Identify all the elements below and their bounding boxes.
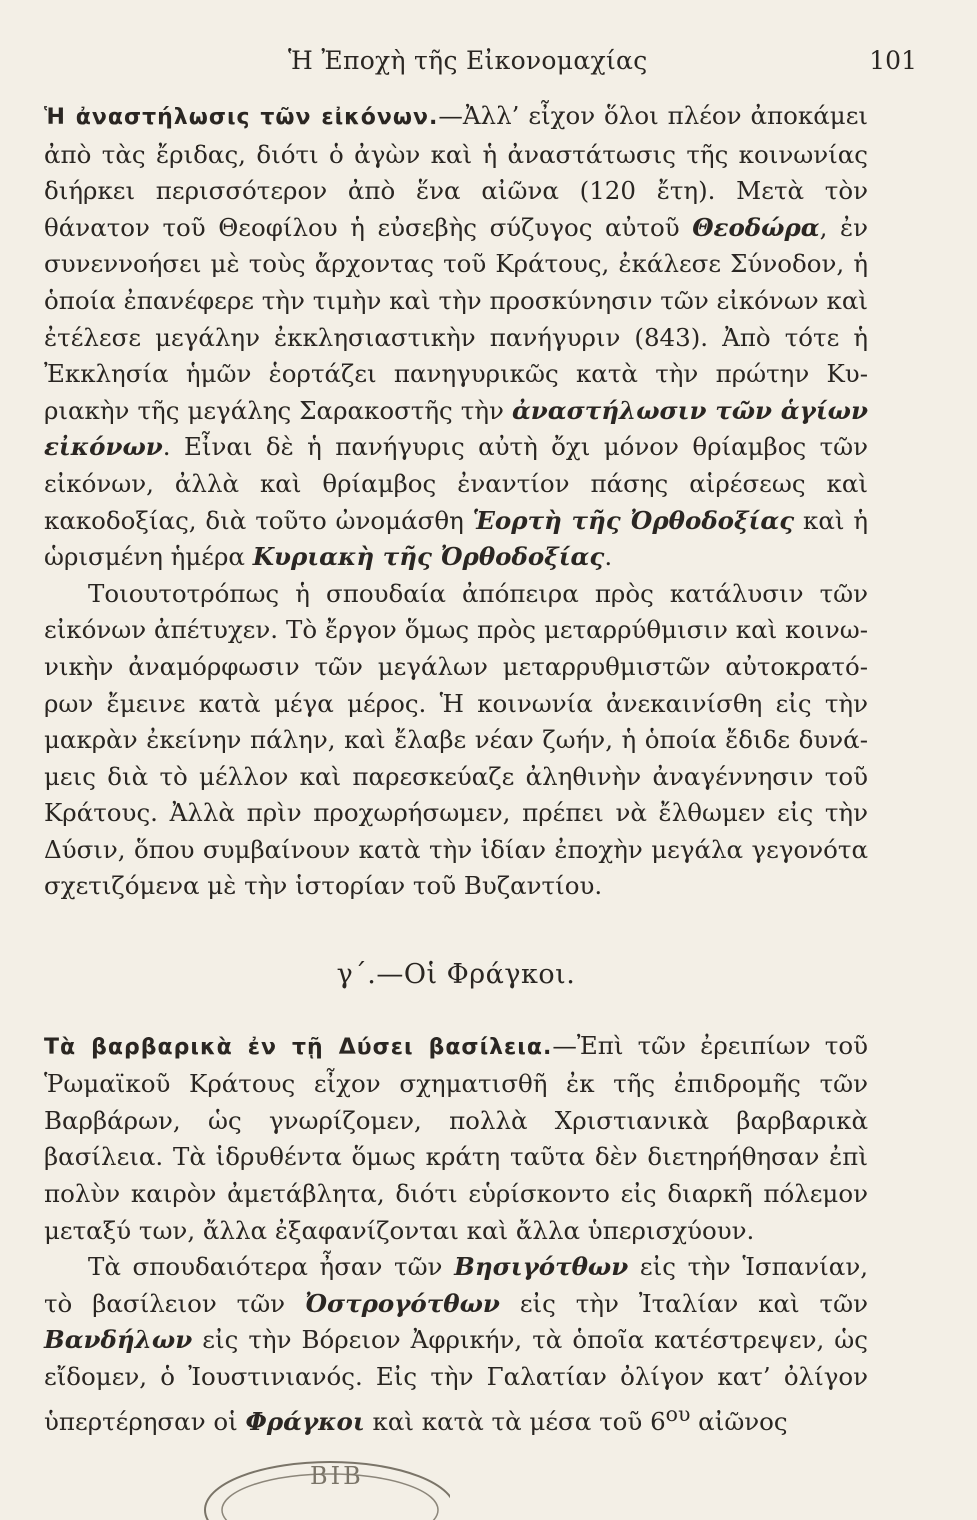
emphasis-term: Κυριακὴ τῆς Ὀρθοδοξίας: [252, 542, 605, 572]
body-text: [44, 98, 868, 1440]
emphasis-term: ἀναστήλωσιν τῶν ἁγίων εἰκόνων: [44, 395, 869, 462]
paragraph-text: εἰς τὴν Ἱσπανίαν, τὸ βασίλειον τῶν: [44, 1252, 869, 1318]
page-number: 101: [869, 46, 917, 75]
paragraph-text: καὶ ἡ ὡρισμένη ἡμέρα: [44, 505, 869, 572]
library-stamp-icon: [190, 1440, 450, 1520]
paragraph-reform-outcome: Τοιουτοτρόπως ἡ σπουδαία ἀπόπειρα πρὸς κατάλυσιν τῶν εἰκόνων ἀπέτυχεν. Τὸ ἔργον ὅμως πρὸς μεταρρύθμισιν καὶ κοινωνικὴν ἀναμόρφωσιν τῶν μεγάλων μεταρρυθμιστῶν αὐτοκρατόρων ἔμεινε κατὰ μέγα μέρος. Ἡ κοινωνία ἀνεκαινίσθη εἰς τὴν μακρὰν ἐκείνην πάλην, καὶ ἔλαβε νέαν ζωήν, ἡ ὁποία ἔδιδε δυνάμεις διὰ τὸ μέλλον καὶ παρεσκεύαζε ἀληθινὴν ἀναγέννησιν τοῦ Κράτους. Ἀλλὰ πρὶν προχωρήσωμεν, πρέπει νὰ ἔλθωμεν εἰς τὴν Δύσιν, ὅπου συμβαίνουν κατὰ τὴν ἰδίαν ἐποχὴν μεγάλα γεγονότα σχετιζόμενα μὲ τὴν ἱστορίαν τοῦ Βυζαντίου.: [44, 578, 868, 901]
emphasis-name: Ὀστρογότθων: [305, 1288, 500, 1318]
paragraph-text: . Εἶναι δὲ ἡ πανήγυρις αὐτὴ ὄχι μόνον θρίαμβος τῶν εἰκόνων, ἀλλὰ καὶ θρίαμβος ἐναντίον πάσης αἱρέσεως καὶ κακοδοξίας, διὰ τοῦτο ὠνομάσθη: [44, 432, 868, 535]
emphasis-name: Φράγκοι: [245, 1406, 365, 1436]
paragraph-kingdoms-list: [44, 1249, 868, 1440]
emphasis-name: Βανδήλων: [44, 1325, 193, 1355]
paragraph-text: , ἐν συνεννοήσει μὲ τοὺς ἄρχοντας τοῦ Κράτους, ἐκάλεσε Σύνοδον, ἡ ὁποία ἐπανέφερε τὴν τιμὴν καὶ τὴν προσκύνησιν τῶν εἰκόνων καὶ ἐτέλεσε μεγάλην ἐκκλησιαστικὴν πανήγυριν (843). Ἀπὸ τότε ἡ Ἐκκλησία ἡμῶν ἑορτάζει πανηγυρικῶς κατὰ τὴν πρώτην Κυριακὴν τῆς μεγάλης Σαρακοστῆς τὴν: [44, 212, 868, 425]
page-header: [48, 46, 917, 86]
paragraph-text: εἰς τὴν Βόρειον Ἀφρικήν, τὰ ὁποῖα κατέστρεψεν, ὡς εἴδομεν, ὁ Ἰουστινιανός. Εἰς τὴν Γαλατίαν ὀλίγον κατ’ ὀλίγον ὑπερτέρησαν οἱ: [44, 1325, 868, 1436]
running-title: Ἡ Ἐποχὴ τῆς Εἰκονομαχίας: [288, 46, 648, 75]
paragraph-text: καὶ κατὰ τὰ μέσα τοῦ 6: [364, 1406, 666, 1436]
emphasis-term: Ἑορτὴ τῆς Ὀρθοδοξίας: [472, 505, 795, 535]
paragraph-text: εἰς τὴν Ἰταλίαν καὶ τῶν: [499, 1288, 868, 1318]
paragraph-text: Τὰ σπουδαιότερα ἦσαν τῶν: [88, 1252, 455, 1282]
emphasis-name: Βησιγότθων: [454, 1252, 629, 1282]
paragraph-text: —Ἀλλ’ εἶχον ὅλοι πλέον ἀποκάμει ἀπὸ τὰς ἔριδας, διότι ὁ ἀγὼν καὶ ἡ ἀναστάτωσις τῆς κοινωνίας διήρκει περισσότερον ἀπὸ ἕνα αἰῶνα (120 ἔτη). Μετὰ τὸν θάνατον τοῦ Θεοφίλου ἡ εὐσεβὴς σύζυγος αὐτοῦ: [44, 101, 868, 242]
emphasis-name: Θεοδώρα: [692, 212, 820, 242]
paragraph-lead-heading: Τὰ βαρβαρικὰ ἐν τῇ Δύσει βασίλεια.: [44, 1034, 553, 1060]
paragraph-text: .: [604, 542, 613, 572]
paragraph-text: —Ἐπὶ τῶν ἐρειπίων τοῦ Ῥωμαϊκοῦ Κράτους εἶχον σχηματισθῆ ἐκ τῆς ἐπιδρομῆς τῶν Βαρβάρων, ὡς γνωρίζομεν, πολλὰ Χριστιανικὰ βαρβαρικὰ βασίλεια. Τὰ ἱδρυθέντα ὅμως κράτη ταῦτα δὲν διετηρήθησαν ἐπὶ πολὺν καιρὸν ἀμετάβλητα, διότι εὑρίσκοντο εἰς διαρκῆ πόλεμον μεταξύ των, ἄλλα ἐξαφανίζονται καὶ ἄλλα ὑπερισχύουν.: [44, 1030, 868, 1245]
paragraph-lead-heading: Ἡ ἀναστήλωσις τῶν εἰκόνων.: [44, 105, 439, 130]
superscript-ordinal: ου: [665, 1401, 691, 1426]
section-heading: γ΄.—Οἱ Φράγκοι.: [336, 959, 576, 991]
paragraph-barbarian-kingdoms: [44, 1028, 868, 1250]
paragraph-text: αἰῶνος: [690, 1406, 788, 1436]
stamp-text: ΒΙΒ: [310, 1462, 364, 1490]
paragraph-iconoclasm-restoration: [44, 98, 868, 576]
